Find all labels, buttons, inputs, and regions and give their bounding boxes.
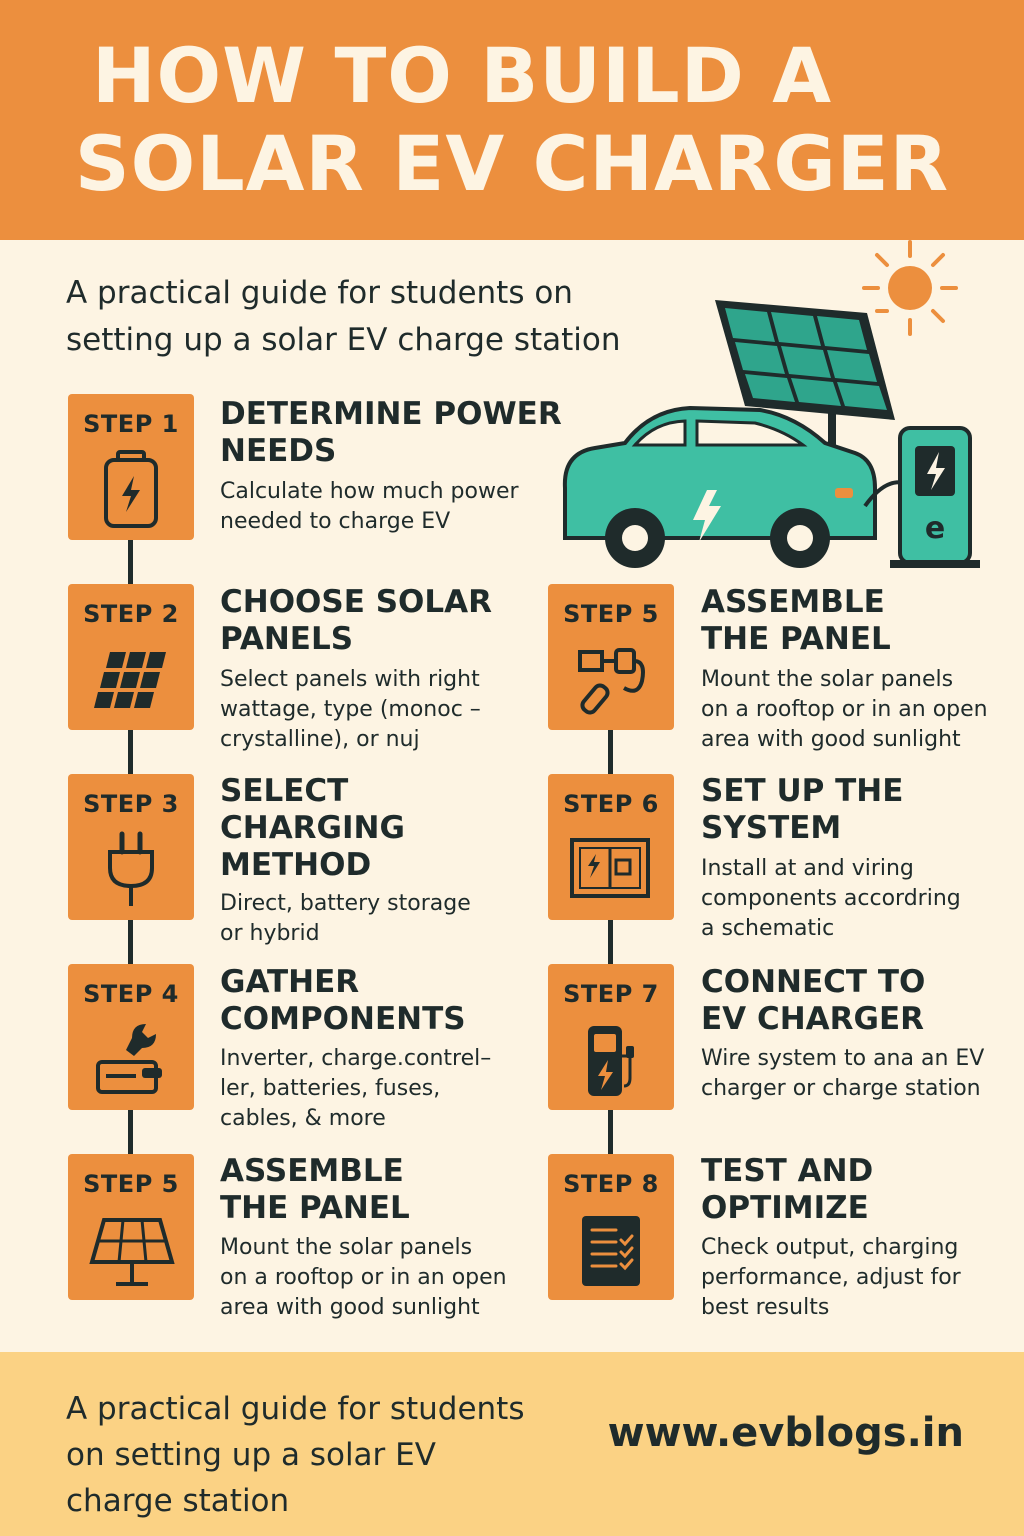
connector-left-1 [128,538,133,586]
title-line: COMPONENTS [220,1001,466,1037]
plug-icon [86,826,176,912]
hero-illustration [555,238,995,582]
step-8-desc [701,1233,961,1323]
desc-line: Check output, charging [701,1235,959,1260]
step-7-desc [701,1044,984,1104]
footer-text [66,1386,524,1524]
desc-line: best results [701,1295,830,1320]
connector-left-4 [128,1108,133,1156]
subtitle-line-1: A practical guide for students on [66,275,573,311]
step-1-box [68,394,194,540]
step-7-title [701,964,925,1038]
connector-cable-icon [566,636,656,722]
desc-line: Calculate how much power [220,479,519,504]
station-letter: e [924,511,946,546]
title-line: SYSTEM [701,810,842,846]
step-5-right-desc [701,665,988,755]
step-8-box [548,1154,674,1300]
step-label: STEP 8 [563,1170,659,1198]
step-label: STEP 7 [563,980,659,1008]
desc-line: crystalline), or nuj [220,727,420,752]
title-line: PANELS [220,621,354,657]
wrench-box-icon [86,1016,176,1102]
desc-line: Install at and viring [701,856,914,881]
desc-line: Wire system to ana an EV [701,1046,985,1071]
desc-line: Inverter, charge.contrel– [220,1046,492,1071]
step-3-desc [220,889,471,949]
step-4-box [68,964,194,1110]
step-4-desc [220,1044,491,1134]
step-2-box [68,584,194,730]
footer-line: A practical guide for students [66,1391,525,1427]
step-2-desc [220,665,481,755]
connector-left-2 [128,728,133,776]
desc-line: components accordring [701,886,961,911]
desc-line: on a rooftop or in an open [220,1265,507,1290]
charging-station-icon [865,428,980,568]
title-line: OPTIMIZE [701,1190,869,1226]
title-line: THE PANEL [220,1190,410,1226]
step-8-title [701,1153,873,1227]
desc-line: a schematic [701,916,835,941]
step-5-right-box [548,584,674,730]
title-line: TEST AND [701,1153,874,1189]
footer [0,1352,1024,1536]
desc-line: wattage, type (monoc – [220,697,481,722]
step-7-box [548,964,674,1110]
desc-line: charger or charge station [701,1076,981,1101]
title-line: CHOOSE SOLAR [220,584,492,620]
step-6-box [548,774,674,920]
connector-right-1 [608,728,613,776]
title-line: ASSEMBLE [701,584,885,620]
desc-line: cables, & more [220,1106,386,1131]
title-line-1: HOW TO BUILD A [91,31,833,120]
connector-left-3 [128,918,133,966]
solar-panel-stand-icon [86,1206,176,1292]
title-line: DETERMINE POWER [220,396,562,432]
checklist-icon [566,1206,656,1292]
step-label: STEP 2 [83,600,179,628]
step-label: STEP 5 [563,600,659,628]
desc-line: Direct, battery storage [220,891,471,916]
desc-line: Mount the solar panels [220,1235,473,1260]
desc-line: area with good sunlight [701,727,961,752]
desc-line: ler, batteries, fuses, [220,1076,441,1101]
title-line: NEEDS [220,433,337,469]
title-line: EV CHARGER [701,1001,925,1037]
step-5-left-desc [220,1233,507,1323]
title-line: ASSEMBLE [220,1153,404,1189]
connector-right-2 [608,918,613,966]
step-2-title [220,584,492,658]
website-link[interactable]: www.evblogs.in [607,1410,964,1456]
step-5-right-title [701,584,891,658]
battery-icon [86,446,176,532]
step-label: STEP 4 [83,980,179,1008]
step-label: STEP 6 [563,790,659,818]
title-line: THE PANEL [701,621,891,657]
step-label: STEP 1 [83,410,179,438]
subtitle-line-2: setting up a solar EV charge station [66,322,621,358]
desc-line: Mount the solar panels [701,667,954,692]
step-6-title [701,773,903,847]
title-line: SET UP THE [701,773,904,809]
header-banner [0,0,1024,240]
title-line-2: SOLAR EV CHARGER [74,119,950,208]
step-3-box [68,774,194,920]
title-line: METHOD [220,847,372,883]
step-1-title [220,396,562,470]
step-3-title [220,773,405,884]
step-5-left-box [68,1154,194,1300]
desc-line: performance, adjust for [701,1265,961,1290]
step-1-desc [220,477,519,537]
title-line: SELECT [220,773,349,809]
desc-line: area with good sunlight [220,1295,480,1320]
step-label: STEP 3 [83,790,179,818]
solar-grid-icon [86,636,176,722]
step-5-left-title [220,1153,410,1227]
title-line: GATHER [220,964,360,1000]
desc-line: or hybrid [220,921,320,946]
step-label: STEP 5 [83,1170,179,1198]
title-line: CONNECT TO [701,964,926,1000]
title-line: CHARGING [220,810,405,846]
step-4-title [220,964,466,1038]
connector-right-3 [608,1108,613,1156]
footer-line: charge station [66,1483,290,1519]
desc-line: Select panels with right [220,667,480,692]
footer-line: on setting up a solar EV [66,1437,436,1473]
step-6-desc [701,854,961,944]
ev-charger-icon [566,1016,656,1102]
desc-line: on a rooftop or in an open [701,697,988,722]
schematic-icon [566,826,656,912]
desc-line: needed to charge EV [220,509,451,534]
sun-icon [864,242,956,334]
